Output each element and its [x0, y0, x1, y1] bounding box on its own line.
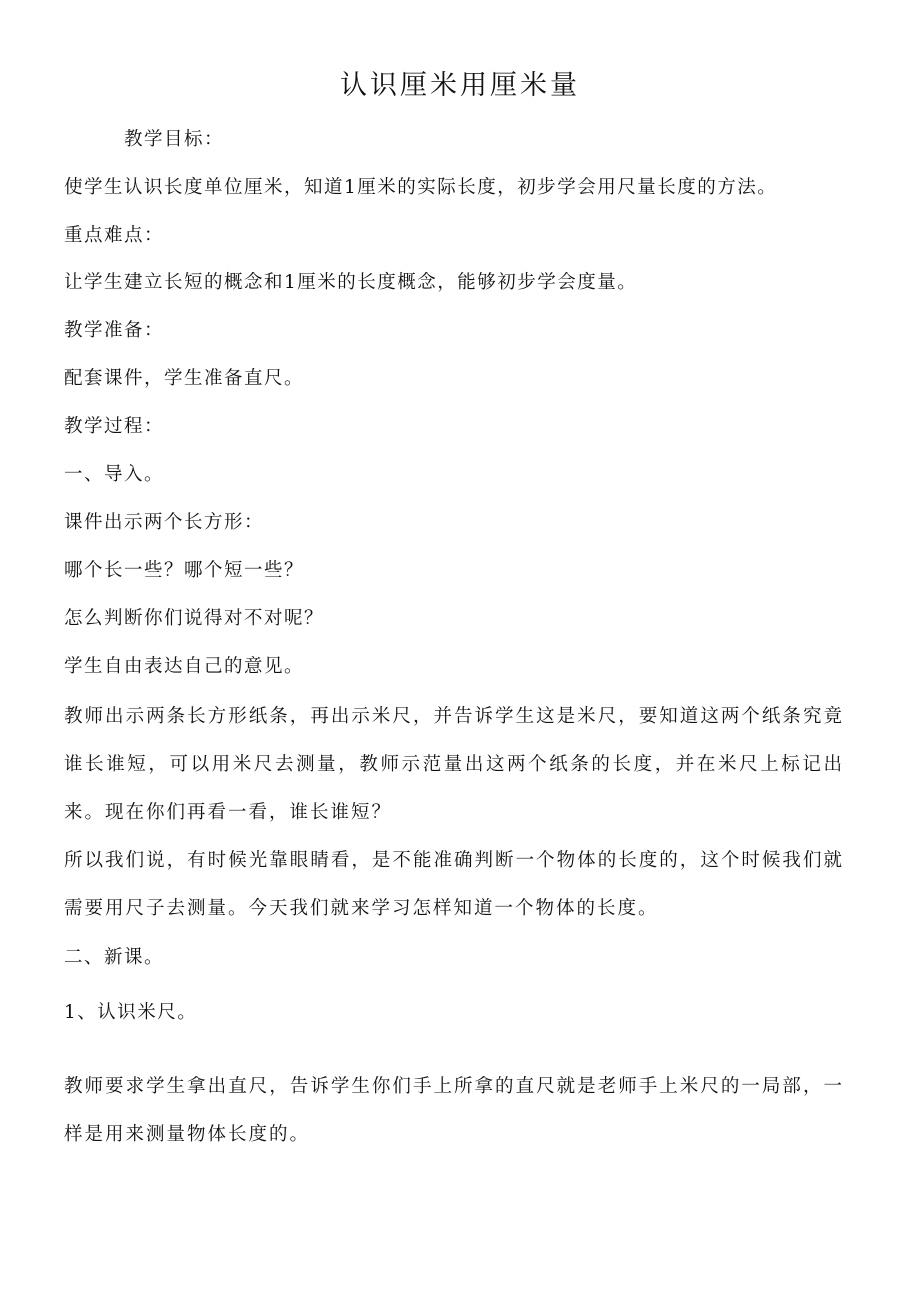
courseware-line: 课件出示两个长方形：: [64, 512, 265, 533]
conclusion-paragraph: 所以我们说，有时候光靠眼睛看，是不能准确判断一个物体的长度的，这个时候我们就需要用尺子去测量。今天我们就来学习怎样知道一个物体的长度。: [64, 850, 844, 919]
subsection1-heading: 1、认识米尺。: [64, 1002, 198, 1023]
preparation-text: 配套课件，学生准备直尺。: [64, 368, 305, 389]
question-line-2: 怎么判断你们说得对不对呢？: [64, 608, 325, 629]
students-line: 学生自由表达自己的意见。: [64, 656, 305, 677]
section2-heading: 二、新课。: [64, 947, 165, 968]
question-line-1: 哪个长一些？哪个短一些？: [64, 560, 305, 581]
ruler-paragraph: 教师要求学生拿出直尺，告诉学生你们手上所拿的直尺就是老师手上米尺的一局部，一样是用来测量物体长度的。: [64, 1076, 844, 1145]
section1-heading: 一、导入。: [64, 464, 165, 485]
teacher-demo-paragraph: 教师出示两条长方形纸条，再出示米尺，并告诉学生这是米尺，要知道这两个纸条究竟谁长谁短，可以用米尺去测量，教师示范量出这两个纸条的长度，并在米尺上标记出来。现在你们再看一看，谁长谁短？: [64, 706, 844, 823]
key-points-heading: 重点难点：: [64, 225, 165, 246]
preparation-heading: 教学准备：: [64, 320, 165, 341]
objectives-heading: 教学目标：: [124, 129, 225, 150]
process-heading: 教学过程：: [64, 416, 165, 437]
objectives-text: 使学生认识长度单位厘米，知道1厘米的实际长度，初步学会用尺量长度的方法。: [64, 177, 778, 198]
document-title: 认识厘米用厘米量: [340, 70, 580, 101]
key-points-text: 让学生建立长短的概念和1厘米的长度概念，能够初步学会度量。: [64, 272, 638, 293]
